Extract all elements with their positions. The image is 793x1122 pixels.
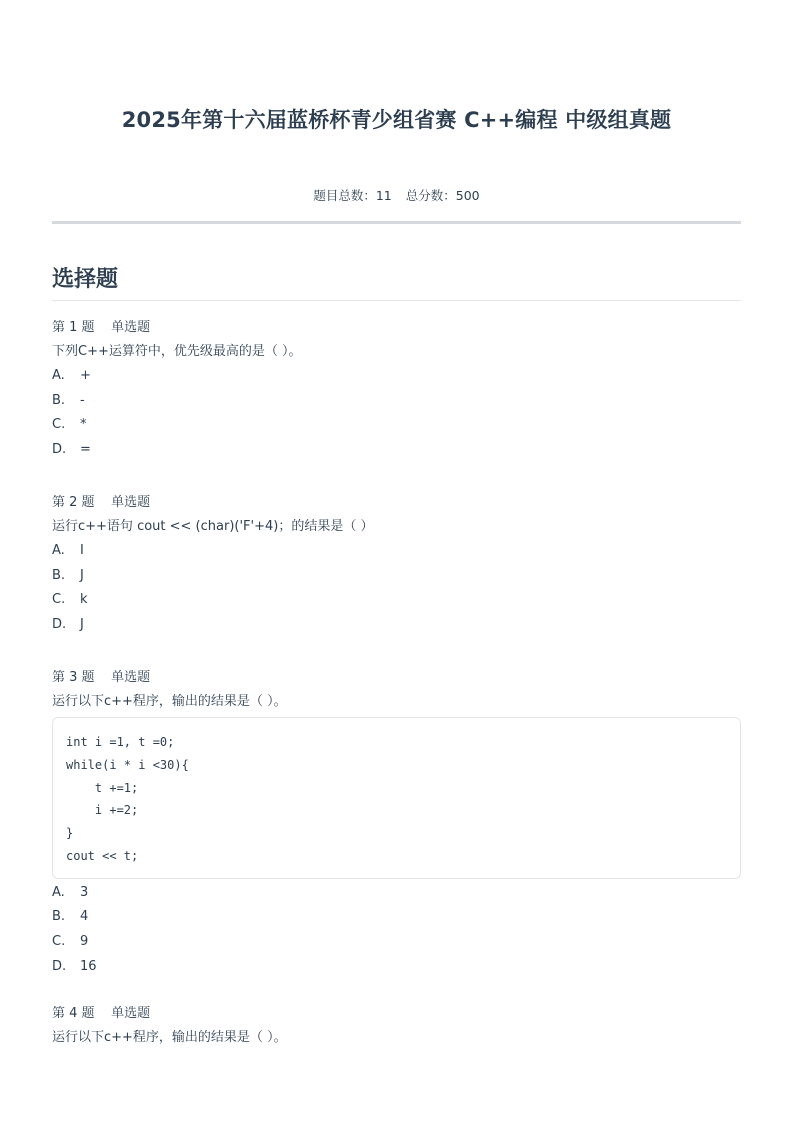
option-letter: C. xyxy=(52,592,66,608)
option-letter: A. xyxy=(52,368,65,383)
question-header: 第 3 题 单选题 xyxy=(52,670,151,685)
option-d[interactable] xyxy=(52,438,741,463)
question-text: 运行以下c++程序，输出的结果是（ ）。 xyxy=(52,694,287,709)
option-letter: D. xyxy=(52,958,67,974)
question-4 xyxy=(52,1002,741,1050)
code-line: int i =1, t =0; xyxy=(66,735,175,749)
total-score: 总分数：500 xyxy=(405,188,480,203)
option-text: J xyxy=(80,617,84,633)
option-letter: A. xyxy=(52,543,65,558)
question-2 xyxy=(52,491,741,638)
option-letter: C. xyxy=(52,417,66,433)
option-letter: D. xyxy=(52,617,67,633)
question-3 xyxy=(52,666,741,980)
question-1 xyxy=(52,316,741,463)
question-count: 题目总数：11 xyxy=(313,188,392,203)
option-letter: C. xyxy=(52,934,66,950)
option-b[interactable] xyxy=(52,389,741,414)
code-line: while(i * i <30){ xyxy=(66,757,189,772)
option-d[interactable] xyxy=(52,955,741,980)
option-a[interactable] xyxy=(52,539,741,564)
header-divider xyxy=(52,221,741,224)
option-d[interactable] xyxy=(52,613,741,638)
option-a[interactable] xyxy=(52,364,741,389)
option-text: 16 xyxy=(80,958,97,974)
code-line: } xyxy=(66,826,74,841)
option-c[interactable] xyxy=(52,588,741,613)
section-title: 选择题 xyxy=(52,267,119,292)
question-text: 运行以下c++程序，输出的结果是（ ）。 xyxy=(52,1030,287,1045)
question-text: 运行c++语句 cout << (char)('F'+4)；的结果是（ ） xyxy=(52,519,374,534)
option-b[interactable] xyxy=(52,905,741,930)
code-line: i +=2; xyxy=(66,803,139,818)
option-text: = xyxy=(80,442,91,458)
option-letter: A. xyxy=(52,884,65,900)
option-text: k xyxy=(80,592,88,608)
code-line: t +=1; xyxy=(66,780,139,795)
option-text: 4 xyxy=(80,909,89,925)
question-header: 第 1 题 单选题 xyxy=(52,320,151,335)
option-text: + xyxy=(80,368,91,383)
option-text: 3 xyxy=(80,884,89,900)
exam-meta xyxy=(52,186,741,204)
question-header: 第 2 题 单选题 xyxy=(52,495,151,510)
page-title: 2025年第十六届蓝桥杯青少组省赛 C++编程 中级组真题 xyxy=(121,108,672,132)
option-text: J xyxy=(80,567,84,583)
option-text: I xyxy=(80,543,84,558)
option-a[interactable] xyxy=(52,881,741,906)
code-line: cout << t; xyxy=(66,848,139,863)
option-letter: B. xyxy=(52,909,66,925)
question-header: 第 4 题 单选题 xyxy=(52,1006,151,1021)
option-c[interactable] xyxy=(52,413,741,438)
section-divider xyxy=(52,300,741,301)
option-text: * xyxy=(80,417,87,433)
option-letter: D. xyxy=(52,442,67,458)
option-letter: B. xyxy=(52,567,66,583)
code-block xyxy=(52,717,741,879)
question-text: 下列C++运算符中，优先级最高的是（ ）。 xyxy=(52,344,302,359)
option-text: - xyxy=(80,392,85,408)
option-letter: B. xyxy=(52,392,66,408)
option-text: 9 xyxy=(80,934,89,950)
option-b[interactable] xyxy=(52,564,741,589)
option-c[interactable] xyxy=(52,930,741,955)
